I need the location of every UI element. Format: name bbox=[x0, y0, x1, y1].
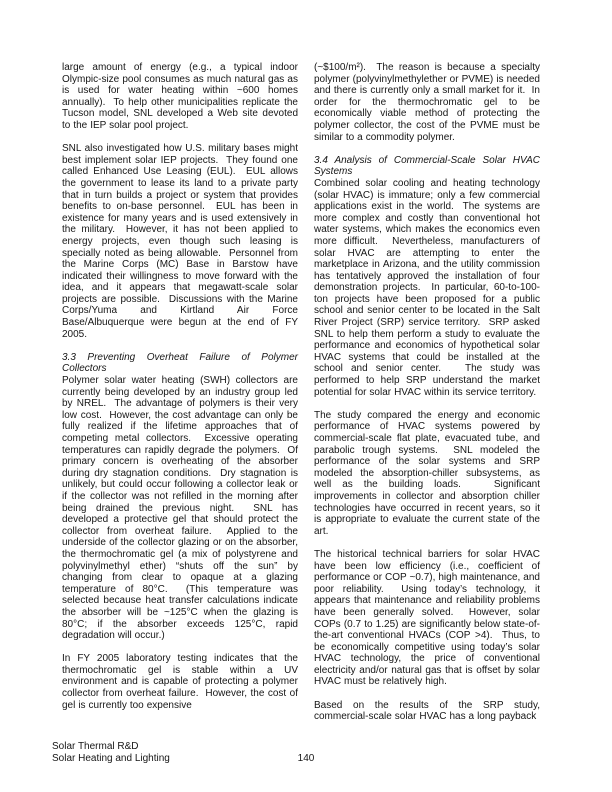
section-heading-3-3: 3.3 Preventing Overheat Failure of Polymer Collectors bbox=[62, 351, 301, 375]
paragraph-military-bases-eul: SNL also investigated how U.S. military bases might best implement solar IEP projects. They found one called Enhanced Use Leasing (EUL). EUL allows the government to lease its land to a private party that in turn builds a project or system that provides benefits to on-base personnel. EUL has been in existence for many years and is used extensively in the military. However, it has not been applied to energy projects, even though such leasing is specially noted as being allowable. Personnel from the Marine Corps (MC) Base in Barstow have indicated their willingness to move forward with the idea, and it appears that megawatt-scale solar projects are possible. Discussions with the Marine Corps/Yuma and Kirtland Air Force Base/Albuquerque were begun at the end of FY 2005. bbox=[62, 143, 301, 340]
section-heading-3-4: 3.4 Analysis of Commercial-Scale Solar HVAC Systems bbox=[314, 154, 543, 178]
footer-section-title: Solar Heating and Lighting bbox=[52, 752, 170, 764]
paragraph-pool-energy: large amount of energy (e.g., a typical indoor Olympic-size pool consumes as much natural gas as is used for water heating within ~600 homes annually). To help other municipalities replicate the Tucson model, SNL developed a Web site devoted to the IEP solar pool project. bbox=[62, 62, 301, 131]
paragraph-srp-results-payback: Based on the results of the SRP study, commercial-scale solar HVAC has a long payback bbox=[314, 699, 543, 723]
paragraph-solar-hvac-overview: Combined solar cooling and heating technology (solar HVAC) is immature; only a few commercial applications exist in the world. The systems are more complex and costly than conventional hot water systems, which makes the economics even more difficult. Nevertheless, manufacturers of solar HVAC are attempting to enter the marketplace in Arizona, and the utility commission has tentatively approved the installation of four demonstration projects. In particular, 60-to-100-ton projects have been proposed for a public school and senior center to be located in the Salt River Project (SRP) service territory. SRP asked SNL to help them perform a study to evaluate the performance and economics of hypothetical solar HVAC systems that could be installed at the school and senior center. The study was performed to help SRP understand the market potential for solar HVAC within its service territory. bbox=[314, 177, 543, 398]
paragraph-pvme-cost: (~$100/m²). The reason is because a specialty polymer (polyvinylmethylether or PVME) is needed and there is currently only a small market for it. In order for the thermochromatic gel to be economically viable method of protecting the polymer collector, the cost of the PVME must be similar to a commodity polymer. bbox=[314, 62, 543, 143]
paragraph-srp-study-comparison: The study compared the energy and economic performance of HVAC systems powered by commercial-scale flat plate, evacuated tube, and parabolic trough systems. SNL modeled the performance of the solar systems and SRP modeled the absorption-chiller subsystems, as well as the building loads. Significant improvements in collector and absorption chiller technologies have occurred in recent years, so it is appropriate to evaluate the current state of the art. bbox=[314, 409, 543, 537]
footer-report-title: Solar Thermal R&D bbox=[52, 741, 139, 752]
right-column bbox=[314, 62, 543, 734]
paragraph-historical-barriers: The historical technical barriers for solar HVAC have been low efficiency (i.e., coefficient of performance or COP ~0.7), high maintenance, and poor reliability. Using today’s technology, it appears that maintenance and reliability problems have been generally solved. However, solar COPs (0.7 to 1.25) are significantly below state-of-the-art conventional HVACs (COP >4). Thus, to be economically competitive using today’s solar HVAC technology, the price of conventional electricity and/or natural gas that is offset by solar HVAC must be relatively high. bbox=[314, 548, 543, 688]
paragraph-fy2005-lab-testing: In FY 2005 laboratory testing indicates that the thermochromatic gel is stable within a UV environment and is capable of protecting a polymer collector from overheat failure. However, the cost of gel is currently too expensive bbox=[62, 653, 301, 711]
page-number: 140 bbox=[297, 752, 315, 764]
paragraph-polymer-collectors-gel: Polymer solar water heating (SWH) collectors are currently being developed by an industry group led by NREL. The advantage of polymers is their very low cost. However, the cost advantage can only be fully realized if the lifetime approaches that of competing metal collectors. Excessive operating temperatures can rapidly degrade the polymers. Of primary concern is overheating of the absorber during dry stagnation conditions. Dry stagnation is unlikely, but could occur following a collector leak or if the collector was not refilled in the morning after being drained the previous night. SNL has developed a protective gel that should protect the collector from overheat failure. Applied to the underside of the collector glazing or on the absorber, the thermochromatic gel (a mix of polystyrene and polyvinylmethyl ether) “shuts off the sun” by changing from clear to opaque at a glazing temperature of 80°C. (This temperature was selected because heat transfer calculations indicate the absorber will be ~125°C when the glazing is 80°C; if the absorber exceeds 125°C, rapid degradation will occur.) bbox=[62, 375, 301, 642]
two-column-body bbox=[62, 62, 543, 734]
left-column bbox=[62, 62, 301, 734]
